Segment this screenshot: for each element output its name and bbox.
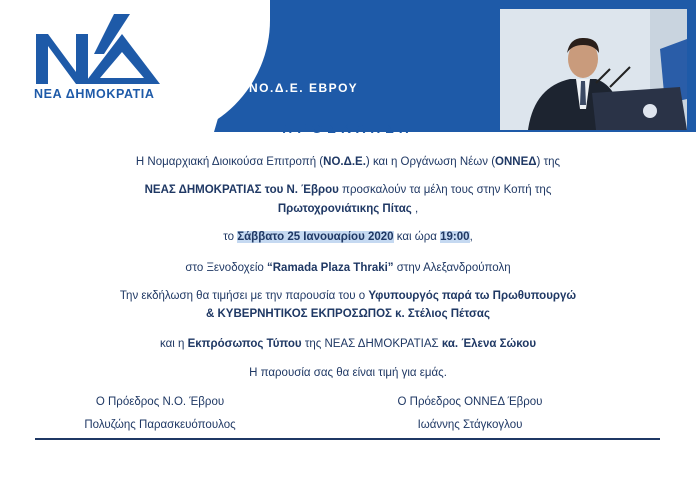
footer-rule (35, 438, 660, 440)
body-line-3: Πρωτοχρονιάτικης Πίτας , (277, 203, 419, 215)
nd-logo-icon (34, 14, 166, 86)
body-line-venue: στο Ξενοδοχείο “Ramada Plaza Thraki” στην Αλεξανδρούπολη (185, 262, 511, 274)
time-text: 19:00 (440, 231, 470, 243)
body-line-2: ΝΕΑΣ ΔΗΜΟΚΡΑΤΙΑΣ του Ν. Έβρου προσκαλούν τα μέλη τους στην Κοπή της (144, 184, 552, 196)
party-name: ΝΕΑ ΔΗΜΟΚΡΑΤΙΑ (34, 87, 155, 101)
signature-right-role: Ο Πρόεδρος ΟΝΝΕΔ Έβρου (397, 396, 543, 408)
body-line-date: το Σάββατο 25 Ιανουαρίου 2020 και ώρα 19:00, (223, 231, 473, 243)
region-label: ΝΟ.Δ.Ε. ΕΒΡΟΥ (249, 81, 359, 95)
body-line-closing: Η παρουσία σας θα είναι τιμή για εμάς. (249, 367, 447, 379)
body-line-guest: Την εκδήλωση θα τιμήσει με την παρουσία του ο Υφυπουργός παρά τω Πρωθυπουργώ (119, 290, 577, 302)
speaker-photo (500, 9, 687, 130)
date-text: Σάββατο 25 Ιανουαρίου 2020 (237, 231, 394, 243)
signature-left-name: Πολυζώης Παρασκευόπουλος (84, 419, 236, 431)
invitation-title: ΠΡΟΣΚΛΗΣΗ (282, 120, 414, 136)
body-line-1: Η Νομαρχιακή Διοικούσα Επιτροπή (ΝΟ.Δ.Ε.) και η Οργάνωση Νέων (ΟΝΝΕΔ) της (135, 156, 561, 168)
body-line-guest-title: & ΚΥΒΕΡΝΗΤΙΚΟΣ ΕΚΠΡΟΣΩΠΟΣ κ. Στέλιος Πέτσας (206, 308, 490, 320)
signature-left-role: Ο Πρόεδρος Ν.Ο. Έβρου (95, 396, 225, 408)
signature-right-name: Ιωάννης Στάγκογλου (417, 419, 523, 431)
venue-name: “Ramada Plaza Thraki” (267, 262, 394, 274)
body-line-spokesperson: και η Εκπρόσωπος Τύπου της ΝΕΑΣ ΔΗΜΟΚΡΑΤΙΑΣ κα. Έλενα Σώκου (159, 338, 537, 350)
